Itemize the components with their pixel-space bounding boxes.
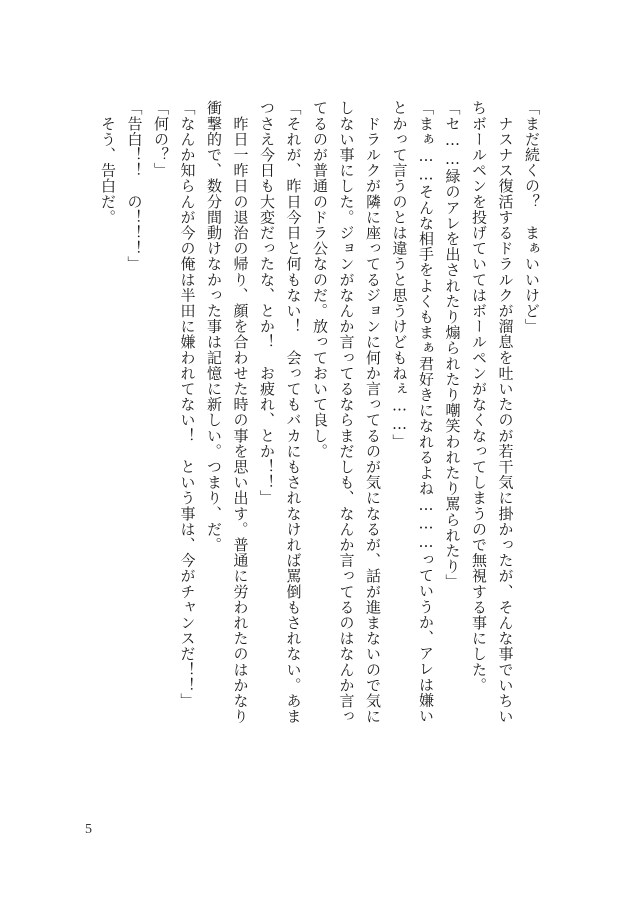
page-number: 5 xyxy=(85,822,92,837)
text-line: ドラルクが隣に座ってるジョンに何か言ってるのが気になるが、話が進まないので気に xyxy=(364,100,382,724)
text-line: 「それが、昨日今日と何もない！ 会ってもバカにもされなければ罵倒もされない。あま xyxy=(284,100,303,724)
text-line: 「なんか知らんが今の俺は半田に嫌われてない！ という事は、今がチャンスだ！！」 xyxy=(178,100,197,709)
text-line: ナスナス復活するドラルクが溜息を吐いたのが若干気に掛かったが、そんな事でいちい xyxy=(496,100,515,724)
text-line: 「まだ続くの？ まぁいいけど」 xyxy=(523,100,541,334)
vertical-text-body xyxy=(95,100,546,780)
text-line: 「まぁ……そんな相手をよくもまぁ君好きになれるよね………っていうか、アレは嫌い xyxy=(417,100,435,724)
text-line: つさえ今日も大変だったな、とか！ お疲れ、とか！！」 xyxy=(258,100,276,506)
text-line: 「セ……緑のアレを出されたり煽られたり嘲笑われたり罵られたり」 xyxy=(443,100,462,590)
text-line: そう、告白だ。 xyxy=(99,100,117,225)
text-line: 「告白！！ の！！！」 xyxy=(125,100,144,272)
text-line: しない事にした。ジョンがなんか言ってるならまだしも、なんか言ってるのはなんか言っ xyxy=(337,100,356,724)
text-line: ちボールペンを投げていてはボールペンがなくなってしまうので無視する事にした。 xyxy=(470,100,488,693)
text-line: 「何の？」 xyxy=(152,100,170,178)
text-line: 衝撃的で、数分間動けなかった事は記憶に新しい。つまり、だ。 xyxy=(205,100,223,553)
text-line: てるのが普通のドラ公なのだ。放っておいて良し。 xyxy=(311,100,329,459)
text-line: とかって言うのとは違うと思うけどもねぇ……」 xyxy=(390,100,409,450)
text-line: 昨日一昨日の退治の帰り、顔を合わせた時の事を思い出す。普通に労われたのはかなり xyxy=(231,100,250,724)
